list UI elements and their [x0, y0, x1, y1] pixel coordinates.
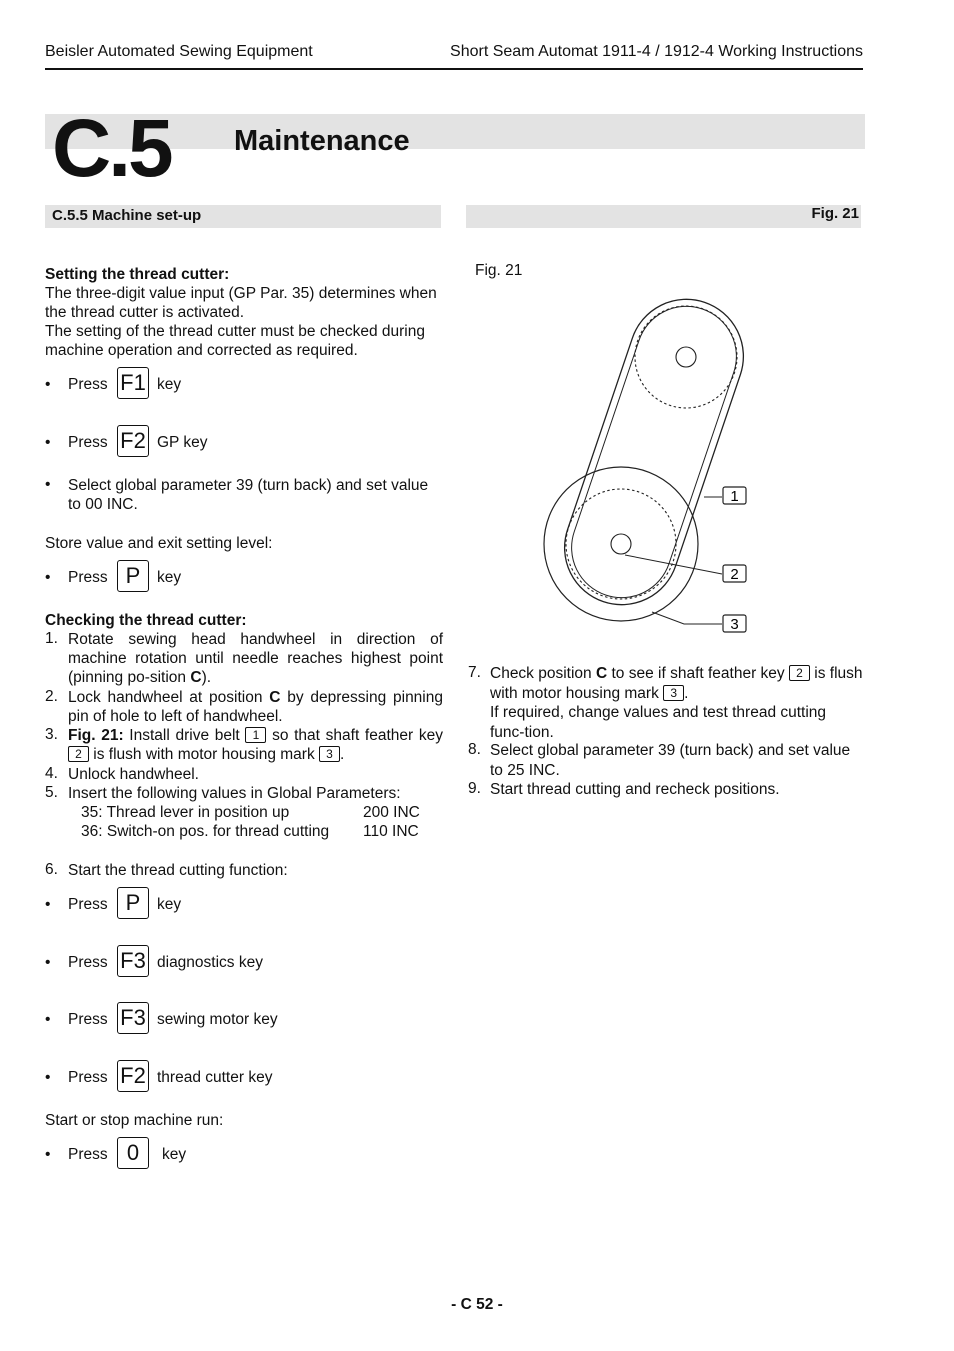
p-key[interactable]: P	[117, 560, 149, 592]
step-3-text-b: so that shaft feather key	[266, 727, 443, 744]
key-caption: key	[157, 569, 182, 586]
step-number: 3.	[45, 726, 58, 743]
key-caption: diagnostics key	[157, 954, 263, 971]
f2-key[interactable]: F2	[117, 1060, 149, 1092]
header-rule	[45, 68, 863, 70]
key-caption: sewing motor key	[157, 1011, 278, 1028]
bullet-press-p-2	[45, 887, 445, 921]
step-6-text: Start the thread cutting function:	[68, 862, 288, 879]
ref-key-2: 2	[68, 746, 89, 762]
upper-shaft	[676, 347, 696, 367]
bullet-press-0	[45, 1137, 445, 1171]
press-label: Press	[68, 1011, 108, 1028]
step-8-text: Select global parameter 39 (turn back) and set value to 25 INC.	[490, 742, 851, 779]
section-bar	[45, 205, 441, 228]
figure-bar-label: Fig. 21	[811, 205, 859, 222]
setting-paragraph-1: The three-digit value input (GP Par. 35) determines when the thread cutter is activated.	[45, 285, 437, 321]
step-1-end: ).	[201, 669, 212, 686]
bullet-dot: •	[45, 1146, 51, 1163]
press-label: Press	[68, 1146, 108, 1163]
position-c: C	[269, 689, 281, 706]
chapter-title: Maintenance	[234, 125, 410, 157]
param-label: 35: Thread lever in position up	[81, 804, 290, 821]
key-caption: key	[162, 1146, 187, 1163]
step-7-end: .	[684, 684, 689, 702]
press-label: Press	[68, 434, 108, 451]
step-number: 7.	[468, 664, 481, 681]
store-text: Store value and exit setting level:	[45, 535, 273, 552]
bullet-press-f3-diagnostics	[45, 945, 445, 979]
bullet-dot: •	[45, 434, 51, 451]
step-7-text: Check position	[490, 665, 596, 682]
callout-label-3: 3	[730, 616, 739, 633]
bullet-dot: •	[45, 1011, 51, 1028]
bullet-press-p	[45, 560, 445, 594]
step-number: 2.	[45, 688, 58, 705]
callout-label-1: 1	[730, 488, 739, 505]
position-c: C	[595, 665, 608, 682]
ref-key-3: 3	[319, 746, 340, 762]
press-label: Press	[68, 954, 108, 971]
bullet-dot: •	[45, 476, 51, 493]
ref-key-2: 2	[789, 665, 810, 681]
callout-label-2: 2	[730, 566, 739, 583]
bullet-press-f2-gp	[45, 425, 445, 459]
step-9-text: Start thread cutting and recheck positions.	[490, 781, 780, 798]
step-3-text: Install drive belt	[123, 727, 246, 744]
step-2-text: Lock handwheel at position	[68, 689, 270, 706]
bullet-dot: •	[45, 569, 51, 586]
bullet-dot: •	[45, 896, 51, 913]
bullet-press-f2-thread-cutter	[45, 1060, 445, 1094]
startstop-text: Start or stop machine run:	[45, 1112, 224, 1129]
press-label: Press	[68, 896, 108, 913]
lower-pulley	[566, 489, 676, 599]
setting-paragraph-2: The setting of the thread cutter must be checked during machine operation and corrected as required.	[45, 323, 425, 359]
setting-heading: Setting the thread cutter:	[45, 266, 230, 283]
press-label: Press	[68, 1069, 108, 1086]
key-caption: key	[157, 376, 182, 393]
param-value: 110 INC	[363, 823, 419, 840]
zero-key[interactable]: 0	[117, 1137, 149, 1169]
bullet-dot: •	[45, 376, 51, 393]
param-row-35	[81, 803, 441, 822]
key-caption: GP key	[157, 434, 208, 451]
step-7-note: If required, change values and test thread cutting func-tion.	[490, 704, 827, 741]
position-c: C	[190, 669, 202, 686]
step-number: 1.	[45, 630, 58, 647]
step-3-end: .	[340, 746, 345, 763]
step-number: 8.	[468, 741, 481, 758]
step-7-text-c: is flush with motor housing mark	[490, 665, 863, 702]
fig-ref: Fig. 21:	[68, 727, 124, 744]
param-value: 200 INC	[363, 804, 420, 821]
f3-key[interactable]: F3	[117, 1002, 149, 1034]
bullet-dot: •	[45, 1069, 51, 1086]
bullet-press-f1	[45, 367, 445, 401]
step-7-text-b: to see if shaft feather key	[607, 665, 789, 682]
ref-key-1: 1	[245, 727, 266, 743]
step-4-text: Unlock handwheel.	[68, 766, 199, 783]
key-caption: thread cutter key	[157, 1069, 273, 1086]
section-title: C.5.5 Machine set-up	[52, 207, 202, 224]
param-row-36	[81, 822, 441, 841]
p-key[interactable]: P	[117, 887, 149, 919]
bullet-press-f3-sewing-motor	[45, 1002, 445, 1036]
f1-key[interactable]: F1	[117, 367, 149, 399]
step-number: 4.	[45, 765, 58, 782]
step-number: 9.	[468, 780, 481, 797]
f3-key[interactable]: F3	[117, 945, 149, 977]
setting-text	[45, 265, 443, 360]
step-2-end: by depressing pinning pin of hole to left of handwheel.	[68, 689, 443, 725]
figure-caption: Fig. 21	[475, 262, 523, 279]
checking-heading: Checking the thread cutter:	[45, 612, 247, 629]
chapter-number: C.5	[52, 103, 171, 194]
param-label: 36: Switch-on pos. for thread cutting	[81, 823, 330, 840]
key-caption: key	[157, 896, 182, 913]
step-number: 5.	[45, 784, 58, 801]
press-label: Press	[68, 376, 108, 393]
figure-bar	[466, 205, 861, 228]
step-1-text: Rotate sewing head handwheel in direction of machine rotation until needle reaches highest point (pinning po-sition	[68, 631, 443, 686]
belt-drive-diagram	[530, 290, 755, 635]
bullet-dot: •	[45, 954, 51, 971]
leader-line-3	[652, 612, 722, 624]
f2-key[interactable]: F2	[117, 425, 149, 457]
header-left: Beisler Automated Sewing Equipment	[45, 43, 313, 60]
header-right: Short Seam Automat 1911-4 / 1912-4 Working Instructions	[450, 43, 863, 60]
select-text: Select global parameter 39 (turn back) and set value to 00 INC.	[68, 477, 429, 513]
ref-key-3: 3	[663, 685, 684, 701]
motor-shaft	[611, 534, 631, 554]
press-label: Press	[68, 569, 108, 586]
step-3-text-c: is flush with motor housing mark	[89, 746, 320, 763]
step-number: 6.	[45, 861, 58, 878]
page-number: - C 52 -	[451, 1296, 503, 1313]
step-5-text: Insert the following values in Global Parameters:	[68, 785, 401, 802]
